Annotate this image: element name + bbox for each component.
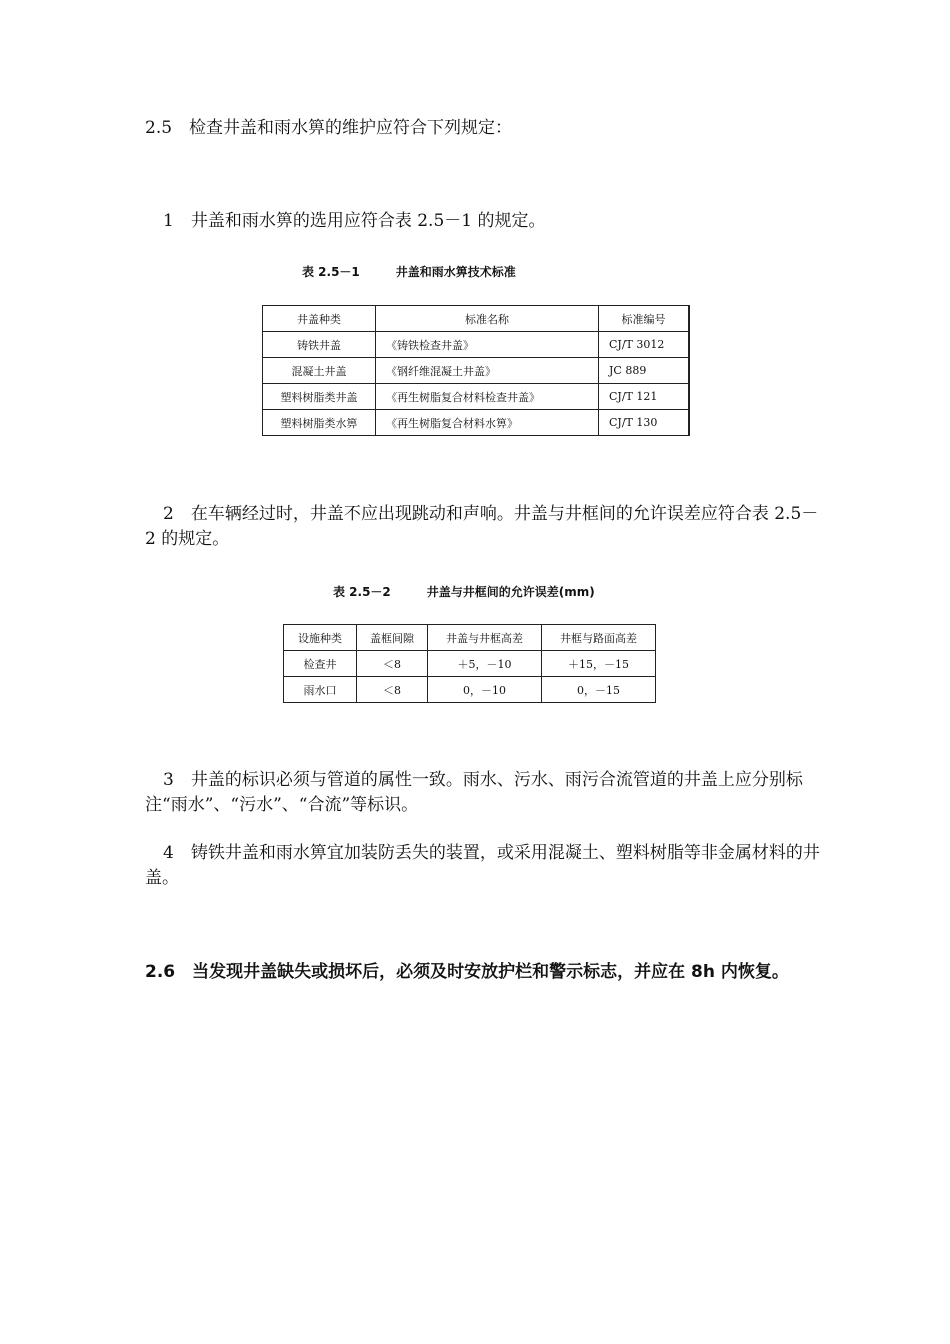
header-cell: 井盖种类 [263, 306, 376, 332]
table-cell: CJ/T 3012 [599, 332, 690, 358]
header-cell: 井盖与井框高差 [428, 625, 542, 651]
table-cell: 雨水口 [284, 677, 357, 703]
table-row [263, 384, 690, 410]
table-header-row [284, 625, 656, 651]
table-cell: ＋15，－15 [542, 651, 656, 677]
tolerance-table [283, 624, 656, 703]
table-cell: 检查井 [284, 651, 357, 677]
item-3-text: 3 井盖的标识必须与管道的属性一致。雨水、污水、雨污合流管道的井盖上应分别标注“雨水”、“污水”、“合流”等标识。 [145, 770, 803, 815]
header-cell: 盖框间隙 [357, 625, 428, 651]
table-cell: 混凝土井盖 [263, 358, 376, 384]
item-4-text: 4 铸铁井盖和雨水箅宜加装防丢失的装置，或采用混凝土、塑料树脂等非金属材料的井盖。 [145, 843, 820, 888]
table-cell: 铸铁井盖 [263, 332, 376, 358]
table-cell: ＋5，－10 [428, 651, 542, 677]
table-cell: 0，－15 [542, 677, 656, 703]
table-cell: 《钢纤维混凝土井盖》 [376, 358, 599, 384]
table-2-5-2-caption: 表 2.5－2 井盖与井框间的允许误差(mm) [333, 585, 595, 599]
header-cell: 标准名称 [376, 306, 599, 332]
table-cell: 《铸铁检查井盖》 [376, 332, 599, 358]
table-header-row [263, 306, 690, 332]
table-row [263, 332, 690, 358]
table-cell: JC 889 [599, 358, 690, 384]
table-row [263, 358, 690, 384]
header-cell: 标准编号 [599, 306, 690, 332]
item-1-text: 1 井盖和雨水箅的选用应符合表 2.5－1 的规定。 [163, 211, 546, 231]
section-2-5-heading: 2.5 检查井盖和雨水箅的维护应符合下列规定： [145, 118, 513, 138]
table-row [284, 651, 656, 677]
table-cell: 《再生树脂复合材料检查井盖》 [376, 384, 599, 410]
item-2-text: 2 在车辆经过时，井盖不应出现跳动和声响。井盖与井框间的允许误差应符合表 2.5－2 的规定。 [145, 504, 819, 549]
table-row [263, 410, 690, 436]
table-2-5-1-caption: 表 2.5－1 井盖和雨水箅技术标准 [302, 265, 516, 279]
table-cell: 塑料树脂类井盖 [263, 384, 376, 410]
header-cell: 井框与路面高差 [542, 625, 656, 651]
table-cell: 0，－10 [428, 677, 542, 703]
table-cell: 《再生树脂复合材料水箅》 [376, 410, 599, 436]
table-cell: ＜8 [357, 677, 428, 703]
section-2-6-text: 2.6 当发现井盖缺失或损坏后，必须及时安放护栏和警示标志，并应在 8h 内恢复。 [145, 962, 789, 982]
table-cell: CJ/T 121 [599, 384, 690, 410]
table-cell: 塑料树脂类水箅 [263, 410, 376, 436]
header-cell: 设施种类 [284, 625, 357, 651]
table-cell: CJ/T 130 [599, 410, 690, 436]
standards-table [262, 305, 690, 436]
table-cell: ＜8 [357, 651, 428, 677]
table-row [284, 677, 656, 703]
